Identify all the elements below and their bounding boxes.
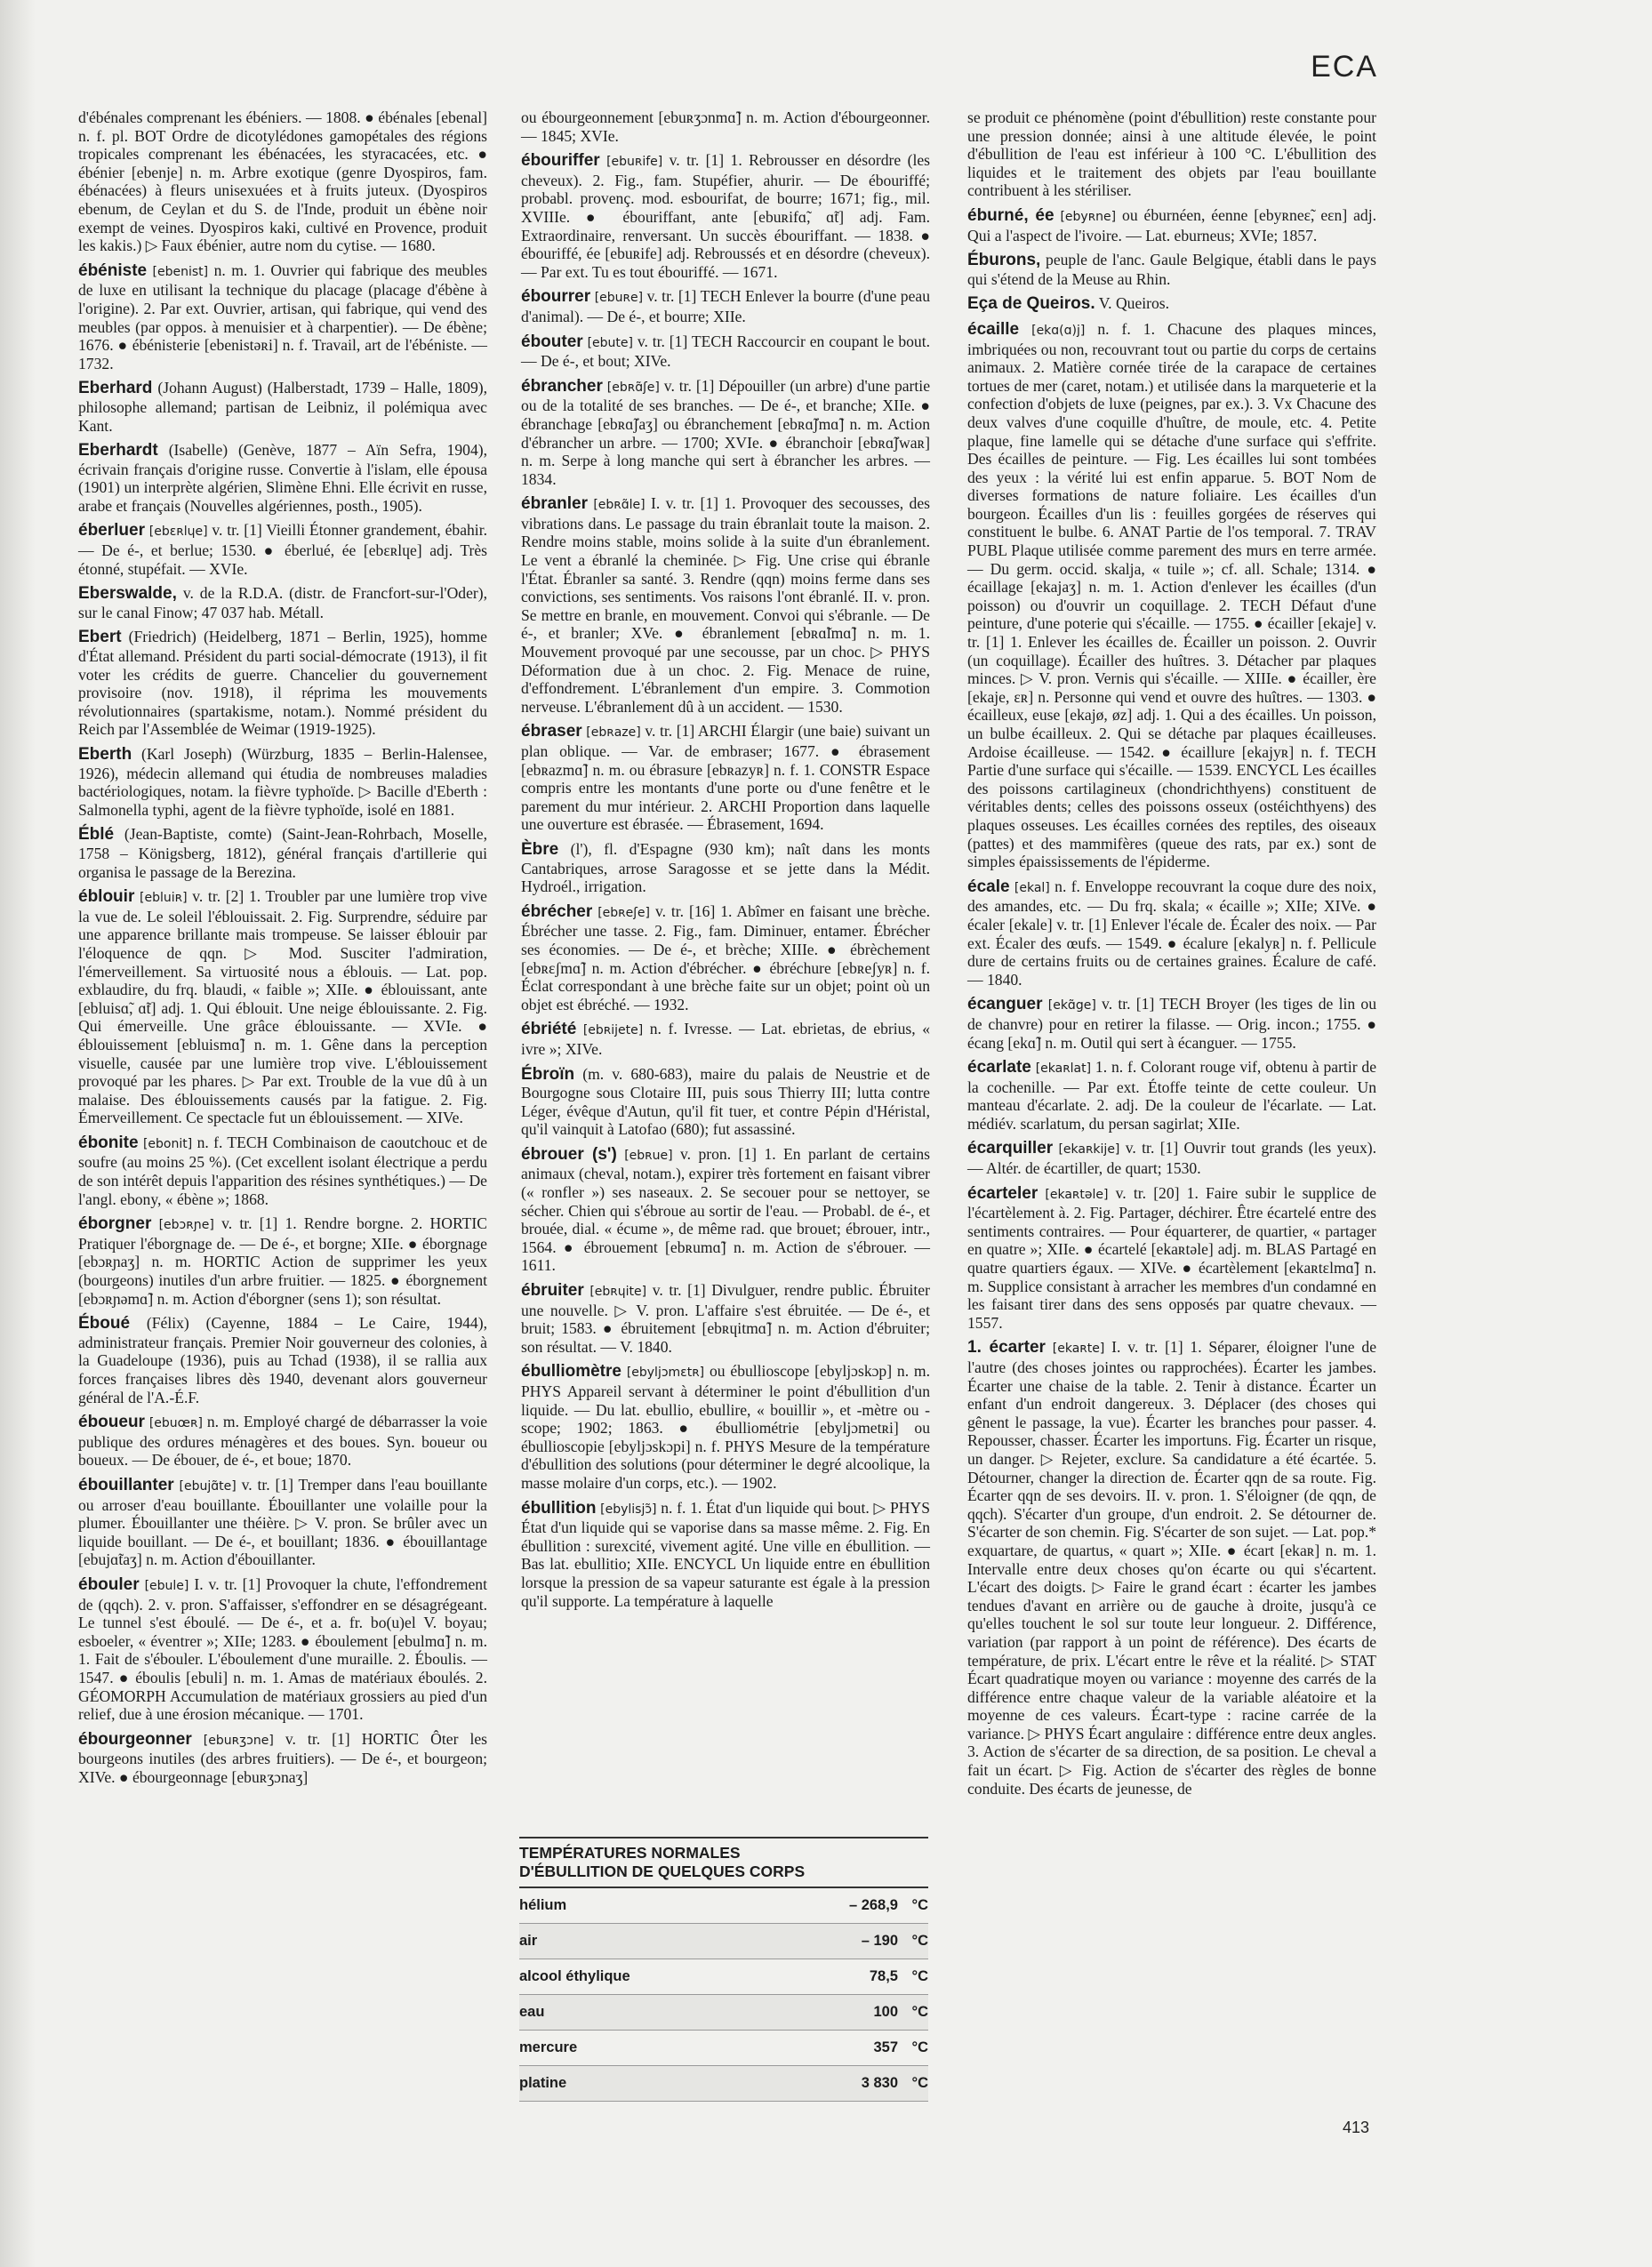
dictionary-entry — [521, 108, 930, 145]
entry-definition: v. tr. [1] 1. Rendre borgne. 2. HORTIC Pratiquer l'éborgnage de. — De é-, et borgne; XIIe. ● éborgnage [ebɔʀɲaʒ] n. m. HORTIC Action de supprimer les yeux (bourgeons) inutiles d'un arbre fruitier. — 1825. ● éborgnement [ebɔʀɲəmɑ̃] n. m. Action d'éborgner (sens 1); son résultat. — [78, 1214, 487, 1308]
entry-pronunciation: [ebule] — [144, 1578, 189, 1593]
entry-definition: v. tr. [2] 1. Troubler par une lumière trop vive la vue de. Le soleil l'éblouissait. 2. Fig. Surprendre, séduire par une apparence brillante mais trompeuse. Se laisser éblouir par l'éloquence de qqn. ▷ Mod. Susciter l'admiration, l'émerveillement. Sa virtuosité nous a éblouis. — Lat. pop. exblaudire, du frq. blaudi, « faible »; XIIe. ● éblouissant, ante [ebluisɑ̃, ɑ̃t] adj. 1. Qui éblouit. Une neige éblouissante. 2. Fig. Qui émerveille. Une grâce éblouissante. — XVIe. ● éblouissement [ebluismɑ̃] n. m. 1. Gêne dans la perception visuelle, causée par une lumière trop vive. L'éblouissement provoqué par les phares. ▷ Par ext. Trouble de la vue dû à un malaise. Des éblouissements causés par la fatigue. 2. Fig. Émerveillement. Ce spectacle fut un éblouissement. — XIVe. — [78, 887, 487, 1127]
entry-headword: Eberswalde, — [78, 584, 177, 604]
table-rows — [519, 1888, 928, 2102]
entry-headword: écarteler — [967, 1183, 1039, 1203]
dictionary-entry — [521, 494, 930, 716]
dictionary-entry — [521, 1499, 930, 1611]
entry-definition: v. tr. [1] Vieilli Étonner grandement, ébahir. — De é-, et berlue; 1530. ● éberlué, ée [ebɛʀlɥe] adj. Très étonné, stupéfait. — XVIe. — [78, 521, 487, 578]
entry-headword: ébourrer — [521, 287, 591, 307]
entry-pronunciation: [ebyljɔmɛtʀ] — [626, 1366, 705, 1381]
entry-definition: v. tr. [1] 1. Rebrousser en désordre (les cheveux). 2. Fig., fam. Stupéfier, ahurir. — De ébouriffé; probabl. provenç. mod. esbourifat, de bourre; 1671; fig., mil. XVIIIe. ● ébouriffant, ante [ebuʀifɑ̃, ɑ̃t] adj. Fam. Extraordinaire, renversant. Un succès ébouriffant. — 1838. ● ébouriffé, ée [ebuʀife] adj. Rebroussés et en désordre (cheveux). — Par ext. Tu es tout ébouriffé. — 1671. — [521, 151, 930, 281]
dictionary-entry — [967, 294, 1376, 314]
entry-definition: (Friedrich) (Heidelberg, 1871 – Berlin, 1925), homme d'État allemand. Président du parti social-démocrate (1913), il fit voter les crédits de guerre. Chancelier du gouvernement provisoire (nov. 1918), il réprima les mouvements révolutionnaires (spartakisme, notam.). Nommé président du Reich par l'Assemblée de Weimar (1919-1925). — [78, 628, 487, 739]
entry-definition: v. tr. [1] TECH Broyer (les tiges de lin ou de chanvre) pour en retirer la filasse. — Orig. incon.; 1755. ● écang [ekɑ̃] n. m. Outil qui sert à écanguer. — 1755. — [967, 995, 1376, 1052]
entry-pronunciation: [ebylisjɔ̃] — [600, 1502, 657, 1517]
entry-pronunciation: [ekaʀkije] — [1058, 1142, 1120, 1158]
boiling-temperature-table — [519, 1837, 928, 2102]
entry-headword: Eberhard — [78, 379, 153, 398]
entry-definition: (Karl Joseph) (Würzburg, 1835 – Berlin-Halensee, 1926), médecin allemand qui étudia de nombreuses maladies bactériologiques, notam. la fièvre typhoïde. ▷ Bacille d'Eberth : Salmonella typhi, agent de la fièvre typhoïde, isolé en 1881. — [78, 745, 487, 819]
entry-pronunciation: [ebyʀne] — [1060, 209, 1117, 224]
entry-definition: v. tr. [1] TECH Raccourcir en coupant le bout. — De é-, et bout; XIVe. — [521, 332, 930, 371]
dictionary-entry — [967, 1058, 1376, 1133]
entry-definition: v. tr. [1] Dépouiller (un arbre) d'une partie ou de la totalité de ses branches. — De é-, et branche; XIIe. ● ébranchage [ebʀɑ̃ʃaʒ] ou ébranchement [ebʀɑ̃ʃmɑ̃] n. m. Action d'ébrancher un arbre. — 1700; XVIe. ● ébranchoir [ebʀɑ̃ʃwaʀ] n. m. Serpe à long manche qui sert à ébrancher les arbres. — 1834. — [521, 376, 931, 488]
entry-headword: ébraser — [521, 722, 582, 741]
temperature-value: – 268,9 — [848, 1897, 898, 1913]
substance-name: alcool éthylique — [519, 1968, 630, 1984]
dictionary-entry — [521, 151, 930, 281]
substance-name: mercure — [519, 2039, 578, 2055]
entry-pronunciation: [ekaʀtəle] — [1045, 1187, 1109, 1202]
entry-definition: (l'), fl. d'Espagne (930 km); naît dans les monts Cantabriques, arrose Saragosse et se jette dans la Médit. Hydroél., irrigation. — [521, 839, 930, 896]
dictionary-entry — [967, 108, 1376, 200]
page-number: 413 — [1342, 2119, 1369, 2136]
entry-pronunciation: [ebʀeʃe] — [597, 905, 651, 920]
entry-pronunciation: [ebuʀʒɔne] — [203, 1733, 274, 1748]
dictionary-entry — [967, 320, 1376, 871]
dictionary-entry — [78, 825, 487, 881]
column-2 — [521, 108, 930, 1616]
entry-headword: Ébroïn — [521, 1064, 575, 1084]
entry-headword: Eberhardt — [78, 441, 158, 461]
entry-definition: v. tr. [1] HORTIC Ôter les bourgeons inutiles (des arbres fruitiers). — De é-, et bourgeon; XIVe. ● ébourgeonnage [ebuʀʒɔnaʒ] — [78, 1729, 488, 1786]
entry-definition: n. m. Employé chargé de débarrasser la voie publique des ordures ménagères et des boues. Syn. boueur ou boueux. — De ébouer, de é-, et boue; 1870. — [78, 1413, 488, 1470]
dictionary-entry — [78, 261, 487, 373]
dictionary-entry — [521, 1020, 930, 1058]
entry-headword: ébrécher — [521, 901, 593, 921]
boiling-value — [774, 1933, 928, 1950]
entry-definition: n. f. TECH Combinaison de caoutchouc et de soufre (au moins 25 %). (Cet excellent isolant électrique a perdu de son intérêt depuis l'apparition des résines synthétiques.) — De l'angl. ebony, « ébène »; 1868. — [78, 1133, 488, 1208]
dictionary-entry — [78, 1730, 487, 1787]
entry-definition: n. f. 1. Chacune des plaques minces, imbriquées ou non, recouvrant tout ou partie du corps de certains animaux. 2. Matière cornée tirée de la carapace de certaines tortues de mer (caret, notam.) et utilisée dans la marqueterie et la confection d'objets de luxe (peignes, par ex.). 3. Vx Chacune des deux valves d'une coquille d'huître, de moule, etc. 4. Petite plaque, fine lamelle qui se détache d'une surface qui s'effrite. Des écailles de peinture. — Fig. Les écailles lui sont tombées des yeux : la vérité lui est enfin apparue. 5. BOT Nom de diverses formations de nature foliaire. Les écailles d'un bourgeon. Écailles d'un lis : feuilles gorgées de réserves qui constituent le bulbe. 6. ANAT Partie de l'os temporal. 7. TRAV PUBL Plaque utilisée comme parement des murs en terre armée. — Du germ. occid. skalja, « tuile »; cf. all. Schale; 1314. ● écaillage [ekajaʒ] n. m. 1. Action d'enlever les écailles (d'un poisson) ou d'ouvrir un coquillage. 2. TECH Défaut d'une peinture, d'une poterie qui s'écaille. — 1755. ● écailler [ekaje] v. tr. [1] 1. Enlever les écailles de. Écailler un poisson. 2. Ouvrir (un coquillage). Écailler des huîtres. 3. Détacher par plaques minces. ▷ V. pron. Vernis qui s'écaille. — XIIIe. ● écailler, ère [ekaje, ɛʀ] n. Personne qui vend et ouvre des huîtres. — 1303. ● écailleux, euse [ekajø, øz] adj. 1. Qui a des écailles. Un poisson, un bulbe écailleux. 2. Qui se détache par plaques écailleuses. Ardoise écailleuse. — 1542. ● écaillure [ekajyʀ] n. f. TECH Partie d'une surface qui s'écaille. — 1539. ENCYCL Les écailles des poissons cartilagineux (chondrichthyens) constituent de véritables dents; celles des poissons osseux (ostéichthyens) des plaques osseuses. Les écailles cornées des reptiles, des oiseaux (pattes) et des mammifères (queue des rats, par ex.) sont de simples épaississements de l'épiderme. — [967, 319, 1376, 871]
temperature-unit: °C — [911, 1968, 928, 1984]
entry-definition: I. v. tr. [1] 1. Séparer, éloigner l'une de l'autre (des choses jointes ou rapprochées). Écarter les jambes. Écarter une chaise de la table. 2. Tenir à distance. Écarter un enfant d'un endroit dangereux. 3. Déplacer (des choses qui gênent le passage, la vue). Écarter les branches pour passer. 4. Repousser, chasser. Écarter les importuns. Fig. Écarter un risque, un danger. ▷ Rejeter, exclure. Sa candidature a été écartée. 5. Détourner, changer la direction de. Écarter qqn de sa route. Fig. Écarter qqn de ses devoirs. II. v. pron. 1. S'éloigner (de qqn, de qqch). S'écarter d'un groupe, d'un endroit. 2. Se détourner de. S'écarter de son chemin. Fig. S'écarter de son sujet. — Lat. pop.* exquartare, de quartus, « quart »; XIIe. ● écart [ekaʀ] n. m. 1. Intervalle entre deux choses qu'on écarte ou qui s'écartent. L'écart des doigts. ▷ Faire le grand écart : écarter les jambes tendues d'avant en arrière ou de gauche à droite, jusqu'à ce qu'elles touchent le sol sur toute leur longueur. 2. Différence, variation (par rapport à un point de référence). Des écarts de température, de prix. L'écart entre le rêve et la réalité. ▷ STAT Écart quadratique moyen ou variance : moyenne des carrés de la différence entre chaque valeur de la variable aléatoire et la moyenne de ces valeurs. Écart-type : racine carrée de la variance. ▷ PHYS Écart angulaire : différence entre deux angles. 3. Action de s'écarter de sa direction, de sa position. Le cheval a fait un écart. ▷ Fig. Action de s'écarter des règles de bonne conduite. Des écarts de jeunesse, de — [967, 1338, 1377, 1798]
dictionary-entry — [78, 745, 487, 819]
entry-headword: éberluer — [78, 521, 145, 541]
entry-definition: v. tr. [1] Ouvrir tout grands (les yeux). — Altér. de écartiller, de quart; 1530. — [967, 1139, 1376, 1178]
entry-definition: I. v. tr. [1] Provoquer la chute, l'effondrement de (qqch). 2. v. pron. S'affaisser, s'effondrer en se désagrégeant. Le tunnel s'est éboulé. — De é-, et a. fr. bo(u)el V. boyau; esboeler, « éventrer »; XIIe; 1283. ● éboulement [ebulmɑ̃] n. m. 1. Fait de s'ébouler. L'éboulement d'une muraille. 2. Éboulis. — 1547. ● éboulis [ebuli] n. m. 1. Amas de matériaux éboulés. 2. GÉOMORPH Accumulation de matériaux grossiers au pied d'un relief, due à une érosion mécanique. — 1701. — [78, 1574, 487, 1724]
entry-definition: I. v. tr. [1] 1. Provoquer des secousses, des vibrations dans. Le passage du train ébranlait toute la maison. 2. Rendre moins stable, moins solide à la suite d'un ébranlement. Le vent a ébranlé la cheminée. ▷ Fig. Une crise qui ébranle l'État. Ébranler sa santé. 3. Rendre (qqn) moins ferme dans ses convictions, ses sentiments. Vos raisons l'ont ébranlé. II. v. pron. Se mettre en branle, en mouvement. Convoi qui s'ébranle. — De é-, et branler; XVe. ● ébranlement [ebʀɑ̃lmɑ̃] n. m. 1. Mouvement provoqué par une secousse, par un choc. ▷ PHYS Déformation due à un choc. 2. Fig. Menace de ruine, d'effondrement. L'ébranlement d'un empire. 3. Commotion nerveuse. L'ébranlement dû à un accident. — 1530. — [521, 494, 930, 716]
entry-headword: 1. écarter — [967, 1338, 1046, 1358]
substance-name: hélium — [519, 1897, 567, 1913]
page-gutter-shadow — [0, 0, 36, 2267]
entry-pronunciation: [ebujɑ̃te] — [179, 1478, 237, 1494]
entry-headword: Eberth — [78, 745, 132, 764]
entry-pronunciation: [ekɑ̃ge] — [1047, 998, 1096, 1013]
dictionary-entry — [78, 1134, 487, 1208]
boiling-value — [774, 2075, 928, 2092]
temperature-unit: °C — [911, 2004, 928, 2020]
temperature-unit: °C — [911, 1933, 928, 1949]
entry-headword: Ebert — [78, 628, 122, 647]
entry-definition: (Johann August) (Halberstadt, 1739 – Halle, 1809), philosophe allemand; partisan de Leibniz, il polémiqua avec Kant. — [78, 379, 487, 435]
dictionary-entry — [521, 1362, 930, 1492]
entry-definition: n. m. 1. Ouvrier qui fabrique des meubles de luxe en utilisant la technique du placage (placage d'ébène à l'origine). 2. Par ext. Ouvrier, artisan, qui fabrique, qui vend des meubles (par oppos. à menuisier et à charpentier). — De ébène; 1676. ● ébénisterie [ebenistəʀi] n. f. Travail, art de l'ébéniste. — 1732. — [78, 260, 487, 372]
entry-definition: (m. v. 680-683), maire du palais de Neustrie et de Bourgogne sous Clotaire III, puis sous Thierry III; lutta contre Léger, évêque d'Autun, qu'il fit tuer, et contre Pépin d'Héristal, qu'il vainquit à Latofao (680); fut assassiné. — [521, 1064, 930, 1139]
temperature-value: 78,5 — [869, 1968, 898, 1984]
entry-definition: v. de la R.D.A. (distr. de Francfort-sur-l'Oder), sur le canal Finow; 47 037 hab. Métall. — [78, 584, 487, 621]
dictionary-entry — [521, 1281, 930, 1356]
table-row — [519, 1924, 928, 1959]
boiling-value — [774, 1968, 928, 1985]
entry-pronunciation: [ebuʀe] — [594, 291, 644, 306]
temperature-value: 100 — [873, 2004, 898, 2020]
entry-headword: ébouter — [521, 332, 583, 351]
entry-pronunciation: [ebʀaze] — [586, 725, 641, 741]
entry-definition: d'ébénales comprenant les ébéniers. — 1808. ● ébénales [ebenal] n. f. pl. BOT Ordre de dicotylédones gamopétales des régions tropicales comprenant les ébénacées, les styracacées, etc. ● ébénier [ebenje] n. m. Arbre exotique (genre Dyospiros, fam. ébénacées) à fleurs unisexuées et à fruits juteux. (Dyospiros ebenum, de Ceylan et du S. de l'Inde, produit un ébène noir exempt de veines. Dyospiros kaki, cultivé en Provence, produit les kakis.) ▷ Faux ébénier, autre nom du cytise. — 1680. — [78, 108, 487, 255]
entry-headword: ébouillanter — [78, 1475, 174, 1494]
dictionary-entry — [521, 902, 930, 1014]
entry-headword: éborgner — [78, 1214, 152, 1234]
entry-pronunciation: [ebute] — [587, 335, 633, 350]
entry-pronunciation: [ebʀɥite] — [589, 1285, 647, 1300]
table-row — [519, 1959, 928, 1995]
entry-definition: ou ébourgeonnement [ebuʀʒɔnmɑ̃] n. m. Action d'ébourgeonner. — 1845; XVIe. — [521, 108, 930, 145]
running-head: ECA — [1311, 50, 1378, 84]
entry-headword: écale — [967, 877, 1010, 896]
dictionary-entry — [78, 379, 487, 435]
entry-headword: ébriété — [521, 1020, 577, 1039]
entry-headword: écarlate — [967, 1058, 1031, 1077]
dictionary-entry — [78, 521, 487, 578]
temperature-unit: °C — [911, 2039, 928, 2055]
entry-headword: Èbre — [521, 839, 559, 859]
temperature-value: 3 830 — [861, 2075, 898, 2091]
dictionary-entry — [78, 584, 487, 621]
dictionary-entry — [78, 1476, 487, 1569]
table-title-line-2: D'ÉBULLITION DE QUELQUES CORPS — [519, 1862, 806, 1880]
dictionary-entry — [521, 287, 930, 325]
entry-definition: peuple de l'anc. Gaule Belgique, établi dans le pays qui s'étend de la Meuse au Rhin. — [967, 251, 1377, 288]
entry-definition: n. f. Enveloppe recouvrant la coque dure des noix, des amandes, etc. — Du frq. skala; « écaille »; XIIe; XIVe. ● écaler [ekale] v. tr. [1] Enlever l'écale de. Écaler des noix. — Par ext. Écaler des œufs. — 1549. ● écalure [ekalyʀ] n. f. Pellicule dure de certains fruits ou de certaines graines. Écalure de café. — 1840. — [967, 877, 1376, 989]
entry-headword: éboueur — [78, 1413, 145, 1432]
entry-definition: v. tr. [1] Tremper dans l'eau bouillante ou arroser d'eau bouillante. Ébouillanter une volaille pour la plumer. Ébouillanter une théière. ▷ V. pron. Se brûler avec un liquide bouillant. — De é-, et bouillant; 1836. ● ébouillantage [ebujɑ̃taʒ] n. m. Action d'ébouillanter. — [78, 1475, 488, 1569]
boiling-value — [774, 1897, 928, 1914]
entry-pronunciation: [ebenist] — [152, 264, 209, 279]
dictionary-entry — [521, 722, 930, 834]
table-row — [519, 1888, 928, 1924]
entry-headword: ébullition — [521, 1498, 597, 1518]
entry-headword: écaille — [967, 319, 1020, 339]
entry-headword: écarquiller — [967, 1139, 1054, 1158]
entry-pronunciation: [ebluiʀ] — [140, 891, 188, 906]
entry-headword: ébruiter — [521, 1281, 584, 1301]
dictionary-entry — [967, 251, 1376, 288]
dictionary-entry — [521, 377, 930, 489]
dictionary-entry — [78, 441, 487, 515]
dictionary-entry — [78, 1413, 487, 1470]
entry-definition: v. pron. [1] 1. En parlant de certains animaux (cheval, notam.), expirer très fortement en faisant vibrer (« ronfler ») ses naseaux. 2. Se secouer pour se nettoyer, se sécher. Chien qui s'ébroue au sortir de l'eau. — Probabl. de é-, et brouée, dial. « écume », de même rad. que brouet; ébrouer, intr., 1564. ● ébrouement [ebʀumɑ̃] n. m. Action de s'ébrouer. — 1611. — [521, 1144, 930, 1275]
entry-definition: (Félix) (Cayenne, 1884 – Le Caire, 1944), administrateur français. Premier Noir gouverneur des colonies, à la Guadeloupe (1936), puis au Tchad (1938), il se rallia aux forces françaises libres dès 1940, devenant alors gouverneur général de l'A.-É.F. — [78, 1314, 487, 1406]
dictionary-entry — [521, 1145, 930, 1275]
boiling-value — [774, 2004, 928, 2021]
dictionary-entry — [967, 877, 1376, 989]
entry-pronunciation: [ebʀɑ̃le] — [593, 498, 646, 513]
dictionary-entry — [967, 206, 1376, 244]
entry-pronunciation: [ekaʀlat] — [1035, 1061, 1092, 1077]
dictionary-entry — [521, 332, 930, 371]
dictionary-entry — [78, 1314, 487, 1406]
table-row — [519, 2066, 928, 2102]
column-3 — [967, 108, 1376, 1804]
temperature-value: – 190 — [861, 1933, 898, 1949]
dictionary-entry — [967, 1184, 1376, 1333]
entry-headword: ébéniste — [78, 260, 148, 280]
entry-definition: V. Queiros. — [1098, 294, 1170, 313]
entry-definition: ou ébullioscope [ebyljɔskɔp] n. m. PHYS Appareil servant à déterminer le point d'ébullition d'un liquide. — Du lat. ebullio, ebullire, « bouillir », et -mètre ou -scope; 1902; 1863. ● ébulliométrie [ebyljɔmetʀi] ou ébullioscopie [ebyljɔskɔpi] n. f. PHYS Mesure de la température d'ébullition des solutions (pour déterminer le degré alcoolique, la masse molaire d'un corps, etc.). — 1902. — [521, 1362, 930, 1492]
entry-pronunciation: [ekɑ(ɑ)j] — [1031, 323, 1086, 338]
table-title-line-1: TEMPÉRATURES NORMALES — [519, 1844, 741, 1862]
table-title — [519, 1837, 928, 1888]
dictionary-entry — [967, 1338, 1376, 1798]
entry-pronunciation: [ekaʀte] — [1052, 1342, 1105, 1357]
entry-definition: n. f. 1. État d'un liquide qui bout. ▷ PHYS État d'un liquide qui se vaporise dans sa masse même. 2. Fig. En ébullition : surexcité, vivement agité. Une ville en ébullition. — Bas lat. ebullitio; XIIe. ENCYCL Un liquide entre en ébullition lorsque la pression de sa vapeur saturante est égale à la pression qu'il supporte. La température à laquelle — [521, 1498, 930, 1610]
column-1 — [78, 108, 487, 1792]
entry-definition: v. tr. [1] Divulguer, rendre public. Ébruiter une nouvelle. ▷ V. pron. L'affaire s'est ébruitée. — De é-, et bruit; 1583. ● ébruitement [ebʀɥitmɑ̃] n. m. Action d'ébruiter; son résultat. — V. 1840. — [521, 1281, 930, 1356]
entry-definition: (Jean-Baptiste, comte) (Saint-Jean-Rohrbach, Moselle, 1758 – Königsberg, 1812), général français d'artillerie qui organisa le passage de la Berezina. — [78, 825, 487, 881]
entry-headword: ébrouer (s') — [521, 1144, 617, 1164]
entry-pronunciation: [ebʀue] — [624, 1148, 673, 1163]
temperature-unit: °C — [911, 1897, 928, 1913]
entry-pronunciation: [ebʀijete] — [582, 1023, 644, 1038]
entry-definition: n. f. Ivresse. — Lat. ebrietas, de ebrius, « ivre »; XIVe. — [521, 1020, 930, 1058]
table-row — [519, 1995, 928, 2031]
entry-headword: Éblé — [78, 825, 115, 845]
entry-definition: v. tr. [1] TECH Enlever la bourre (d'une peau d'animal). — De é-, et bourre; XIIe. — [521, 287, 930, 325]
entry-pronunciation: [ebɔʀɲe] — [158, 1218, 214, 1233]
boiling-value — [774, 2039, 928, 2056]
entry-pronunciation: [ebʀɑ̃ʃe] — [606, 380, 660, 395]
entry-pronunciation: [ebuʀife] — [606, 155, 663, 170]
dictionary-entry — [967, 1139, 1376, 1177]
entry-headword: Eça de Queiros. — [967, 294, 1095, 314]
entry-headword: écanguer — [967, 995, 1043, 1014]
entry-pronunciation: [ebonit] — [142, 1136, 193, 1151]
entry-definition: ou éburnéen, éenne [ebyʀneɛ̃, eɛn] adj. Qui a l'aspect de l'ivoire. — Lat. eburneus; XVIe; 1857. — [967, 205, 1376, 244]
temperature-value: 357 — [873, 2039, 898, 2055]
substance-name: eau — [519, 2004, 545, 2020]
dictionary-entry — [521, 840, 930, 896]
entry-definition: se produit ce phénomène (point d'ébullition) reste constante pour une pression donnée; ainsi à une altitude élevée, le point d'ébullition de l'eau est inférieur à 100 °C. L'ébullition des liquides et le traitement des objets par l'eau bouillante contribuent à les stériliser. — [967, 108, 1376, 200]
dictionary-entry — [78, 1214, 487, 1308]
dictionary-entry — [78, 1575, 487, 1724]
entry-headword: ébulliomètre — [521, 1362, 622, 1382]
entry-pronunciation: [ekal] — [1014, 880, 1050, 895]
entry-headword: ébourgeonner — [78, 1729, 192, 1749]
entry-headword: éburné, ée — [967, 205, 1055, 225]
entry-pronunciation: [ebɛʀlɥe] — [148, 525, 208, 540]
dictionary-entry — [967, 995, 1376, 1052]
entry-headword: ébrancher — [521, 376, 603, 396]
dictionary-entry — [521, 1065, 930, 1139]
entry-headword: ébranler — [521, 494, 588, 514]
substance-name: air — [519, 1933, 538, 1949]
entry-headword: ébouriffer — [521, 151, 600, 171]
dictionary-entry — [78, 108, 487, 255]
entry-headword: Éburons, — [967, 251, 1041, 270]
entry-definition: v. tr. [20] 1. Faire subir le supplice de l'écartèlement à. 2. Fig. Partager, déchirer. Être écartelé entre des sentiments contraires. — Pour équarterer, de quartier, « partager en quatre »; XIIe. ● écartelé [ekaʀtəle] adj. m. BLAS Partagé en quatre quartiers égaux. — XIVe. ● écartèlement [ekaʀtɛlmɑ̃] n. m. Supplice consistant à arracher les membres d'un condamné en les faisant tirer dans des sens opposés par quatre chevaux. — 1557. — [967, 1183, 1376, 1332]
dictionary-entry — [78, 887, 487, 1127]
temperature-unit: °C — [911, 2075, 928, 2091]
entry-pronunciation: [ebuœʀ] — [148, 1416, 203, 1431]
substance-name: platine — [519, 2075, 567, 2091]
entry-definition: 1. n. f. Colorant rouge vif, obtenu à partir de la cochenille. — Par ext. Étoffe teinte de cette couleur. Un manteau d'écarlate. 2. adj. De la couleur de l'écarlate. — Lat. médiév. scarlatum, du persan sagirlat; XIIe. — [967, 1058, 1376, 1133]
dictionary-entry — [78, 628, 487, 739]
entry-headword: ébouler — [78, 1574, 140, 1594]
entry-definition: v. tr. [16] 1. Abîmer en faisant une brèche. Ébrécher une tasse. 2. Fig., fam. Diminuer, entamer. Ébrécher ses économies. — De é-, et brèche; XIIIe. ● ébrèchement [ebʀɛʃmɑ̃] n. m. Action d'ébrécher. ● ébréchure [ebʀeʃyʀ] n. f. Éclat correspondant à une brèche faite sur un objet; point où un objet est ébréché. — 1932. — [521, 901, 930, 1013]
entry-headword: Éboué — [78, 1314, 131, 1334]
entry-headword: ébonite — [78, 1133, 139, 1152]
entry-definition: v. tr. [1] ARCHI Élargir (une baie) suivant un plan oblique. — Var. de embraser; 1677. ● ébrasement [ebʀazmɑ̃] n. m. ou ébrasure [ebʀazyʀ] n. f. 1. CONSTR Espace compris entre les montants d'une porte ou d'une fenêtre et le parement du mur intérieur. 2. ARCHI Proportion dans laquelle une ouverture est ébrasée. — Ébrasement, 1694. — [521, 722, 930, 834]
table-row — [519, 2031, 928, 2066]
entry-definition: (Isabelle) (Genève, 1877 – Aïn Sefra, 1904), écrivain français d'origine russe. Convertie à l'islam, elle épousa (1901) un interprète algérien, Slimène Ehni. Elle écrivit en russe, arabe et français (Nouvelles algériennes, posth., 1905). — [78, 441, 487, 515]
entry-headword: éblouir — [78, 887, 135, 907]
